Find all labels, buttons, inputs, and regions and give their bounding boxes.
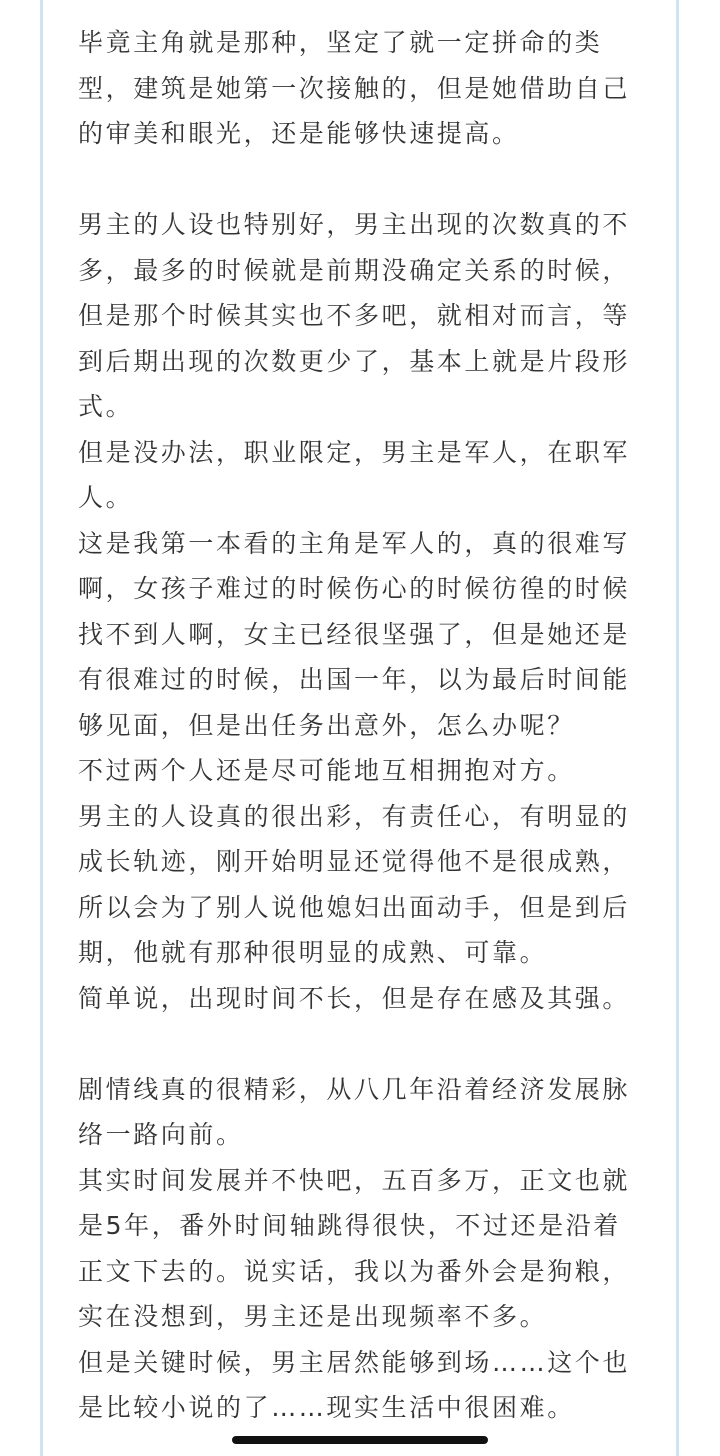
article-body [78, 20, 648, 1431]
paragraph-7: 简单说，出现时间不长，但是存在感及其强。 [78, 983, 631, 1013]
right-border-line [676, 0, 679, 1456]
paragraph-10: 但是关键时候，男主居然能够到场……这个也 是比较小说的了……现实生活中很困难。 [78, 1347, 631, 1422]
paragraph-2: 男主的人设也特别好，男主出现的次数真的不 多，最多的时候就是前期没确定关系的时候， 但是那个时候其实也不多吧，就相对而言，等 到后期出现的次数更少了，基本上就是片段形 式。 [78, 210, 631, 421]
paragraph-9: 其实时间发展并不快吧，五百多万，正文也就 是5年，番外时间轴跳得很快，不过还是沿着 正文下去的。说实话，我以为番外会是狗粮， 实在没想到，男主还是出现频率不多。 [78, 1165, 631, 1331]
paragraph-5: 不过两个人还是尽可能地互相拥抱对方。 [78, 756, 575, 785]
paragraph-3: 但是没办法，职业限定，男主是军人，在职军 人。 [78, 437, 631, 512]
left-border-line [40, 0, 43, 1456]
paragraph-6: 男主的人设真的很出彩，有责任心，有明显的 成长轨迹，刚开始明显还觉得他不是很成熟， 所以会为了别人说他媳妇出面动手，但是到后 期，他就有那种很明显的成熟、可靠。 [78, 801, 631, 967]
paragraph-4: 这是我第一本看的主角是军人的，真的很难写 啊，女孩子难过的时候伤心的时候彷徨的时候 找不到人啊，女主已经很坚强了，但是她还是 有很难过的时候，出国一年，以为最后时间能 够见面，但是出任务出意外，怎么办呢？ [78, 528, 631, 740]
paragraph-8: 剧情线真的很精彩，从八几年沿着经济发展脉 络一路向前。 [78, 1074, 631, 1149]
home-indicator[interactable] [232, 1436, 488, 1444]
paragraph-1: 毕竟主角就是那种，坚定了就一定拼命的类 型，建筑是她第一次接触的，但是她借助自己 的审美和眼光，还是能够快速提高。 [78, 28, 631, 148]
